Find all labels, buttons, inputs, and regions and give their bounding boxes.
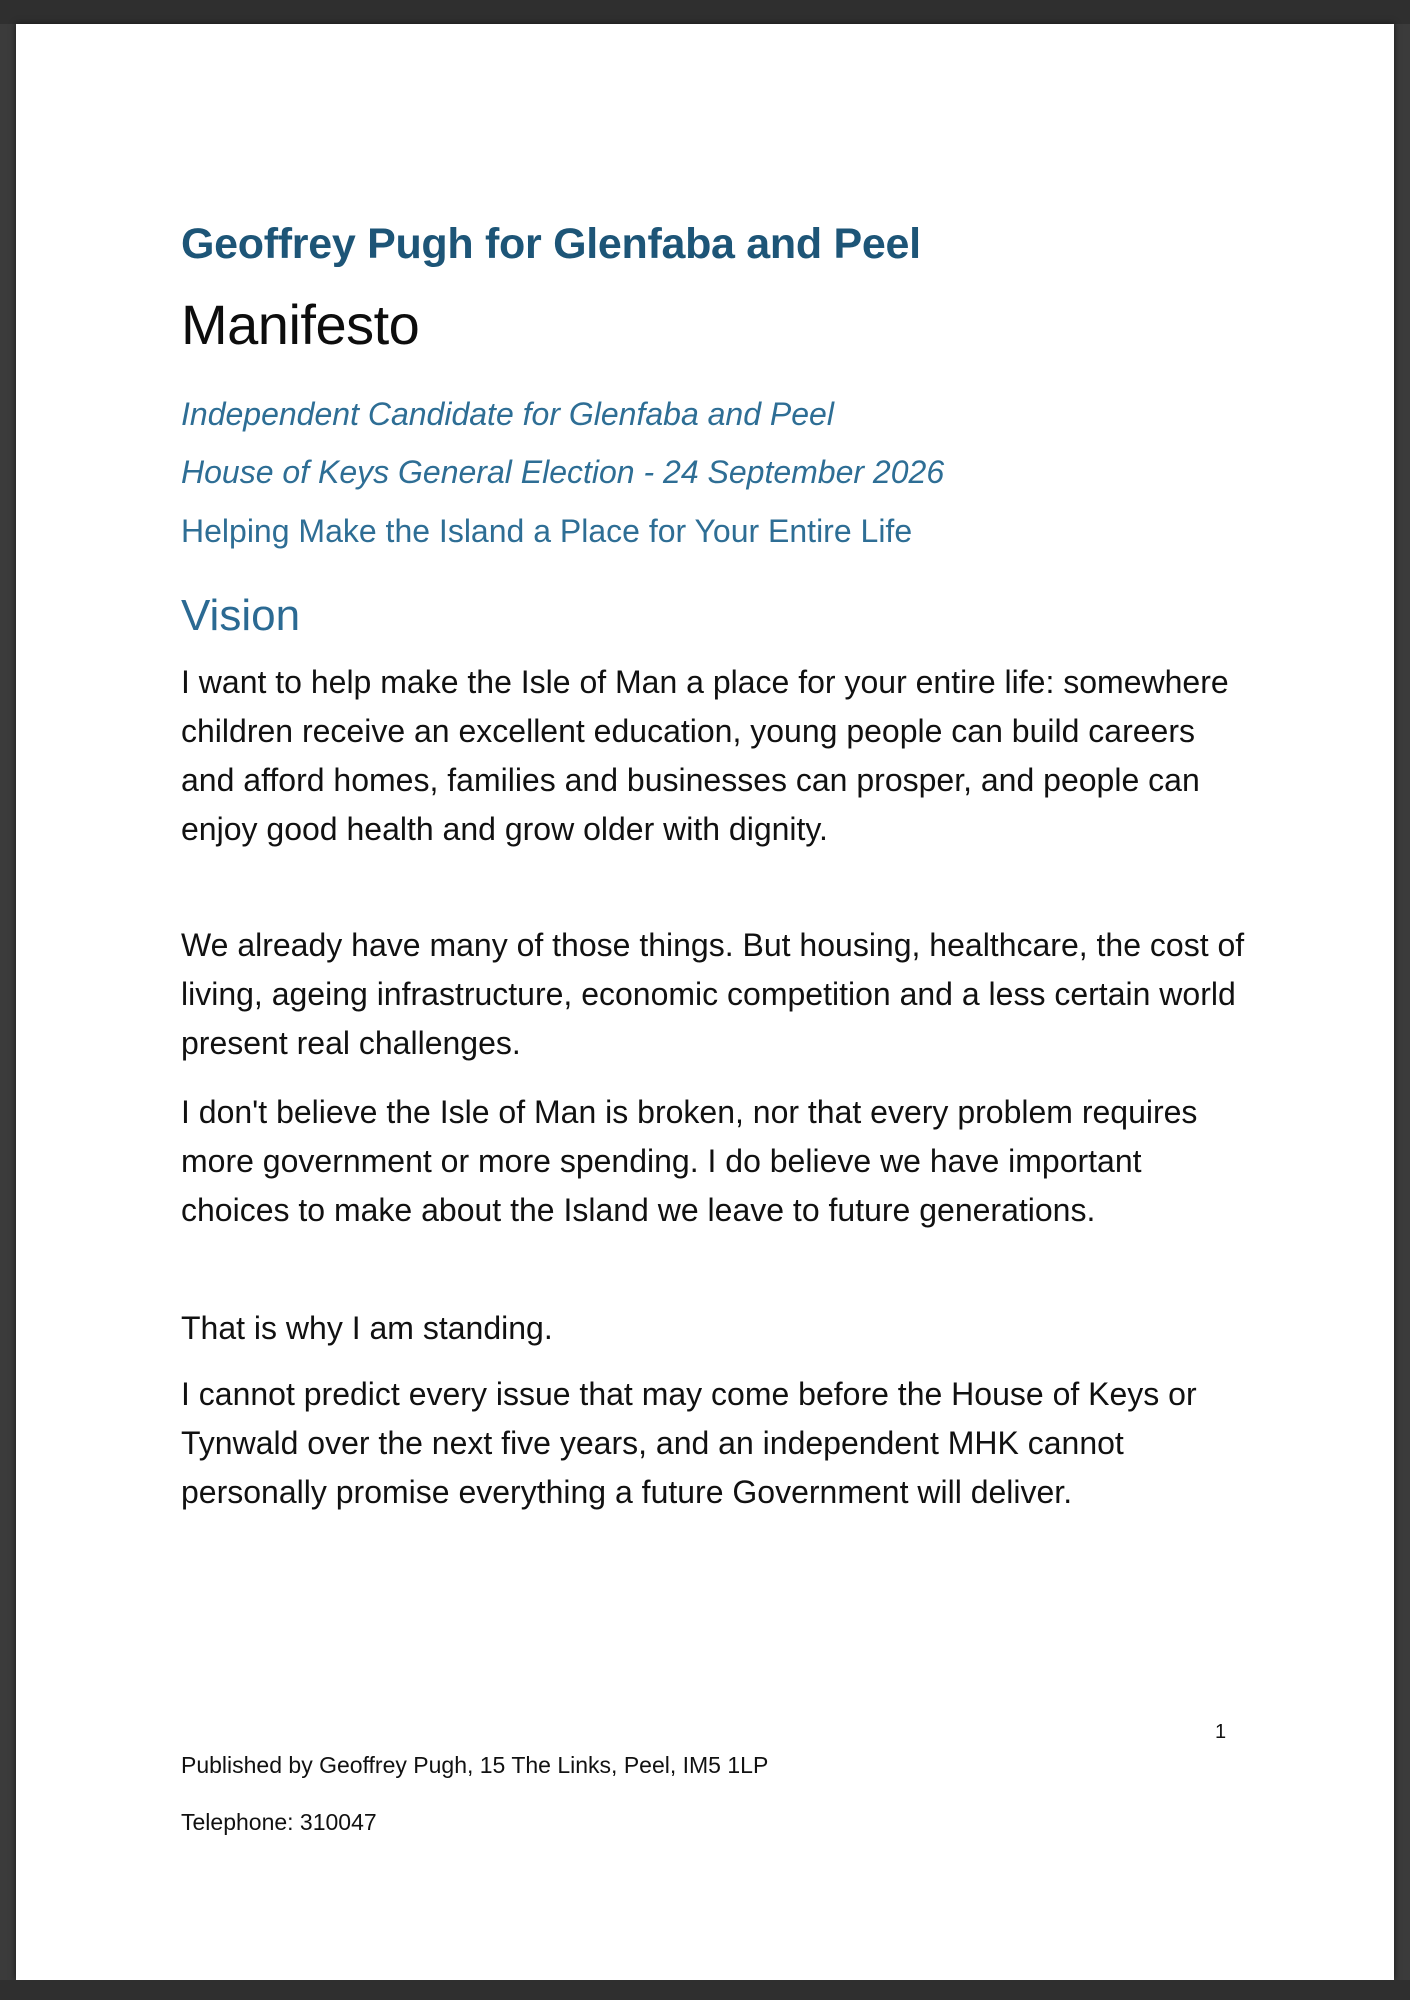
tagline-slogan: Helping Make the Island a Place for Your Entire Life xyxy=(181,513,913,549)
paragraph: We already have many of those things. But housing, healthcare, the cost of living, ageing infrastructure, economic competition and a less certain world present real challenges. xyxy=(181,927,1245,1061)
viewer-bottom-bar xyxy=(0,1980,1410,2000)
document-page xyxy=(16,24,1394,1980)
paragraph: I don't believe the Isle of Man is broken, nor that every problem requires more government or more spending. I do believe we have important choices to make about the Island we leave to future generations. xyxy=(181,1094,1198,1228)
page-number: 1 xyxy=(1215,1721,1227,1743)
tagline-election: House of Keys General Election - 24 September 2026 xyxy=(181,454,945,490)
paragraph: I want to help make the Isle of Man a place for your entire life: somewhere children receive an excellent education, young people can build careers and afford homes, families and businesses can prosper, and people can enjoy good health and grow older with dignity. xyxy=(181,664,1229,847)
viewer-top-bar xyxy=(0,0,1410,24)
document-subtitle: Manifesto xyxy=(181,293,420,356)
footer-telephone: Telephone: 310047 xyxy=(181,1809,377,1835)
section-heading-vision: Vision xyxy=(181,591,301,640)
paragraph: That is why I am standing. xyxy=(181,1310,553,1346)
paragraph: I cannot predict every issue that may come before the House of Keys or Tynwald over the next five years, and an independent MHK cannot personally promise everything a future Government will deliver. xyxy=(181,1376,1197,1510)
document-title: Geoffrey Pugh for Glenfaba and Peel xyxy=(181,220,921,268)
tagline-candidate: Independent Candidate for Glenfaba and Peel xyxy=(181,396,834,432)
footer-published-by: Published by Geoffrey Pugh, 15 The Links, Peel, IM5 1LP xyxy=(181,1752,769,1778)
